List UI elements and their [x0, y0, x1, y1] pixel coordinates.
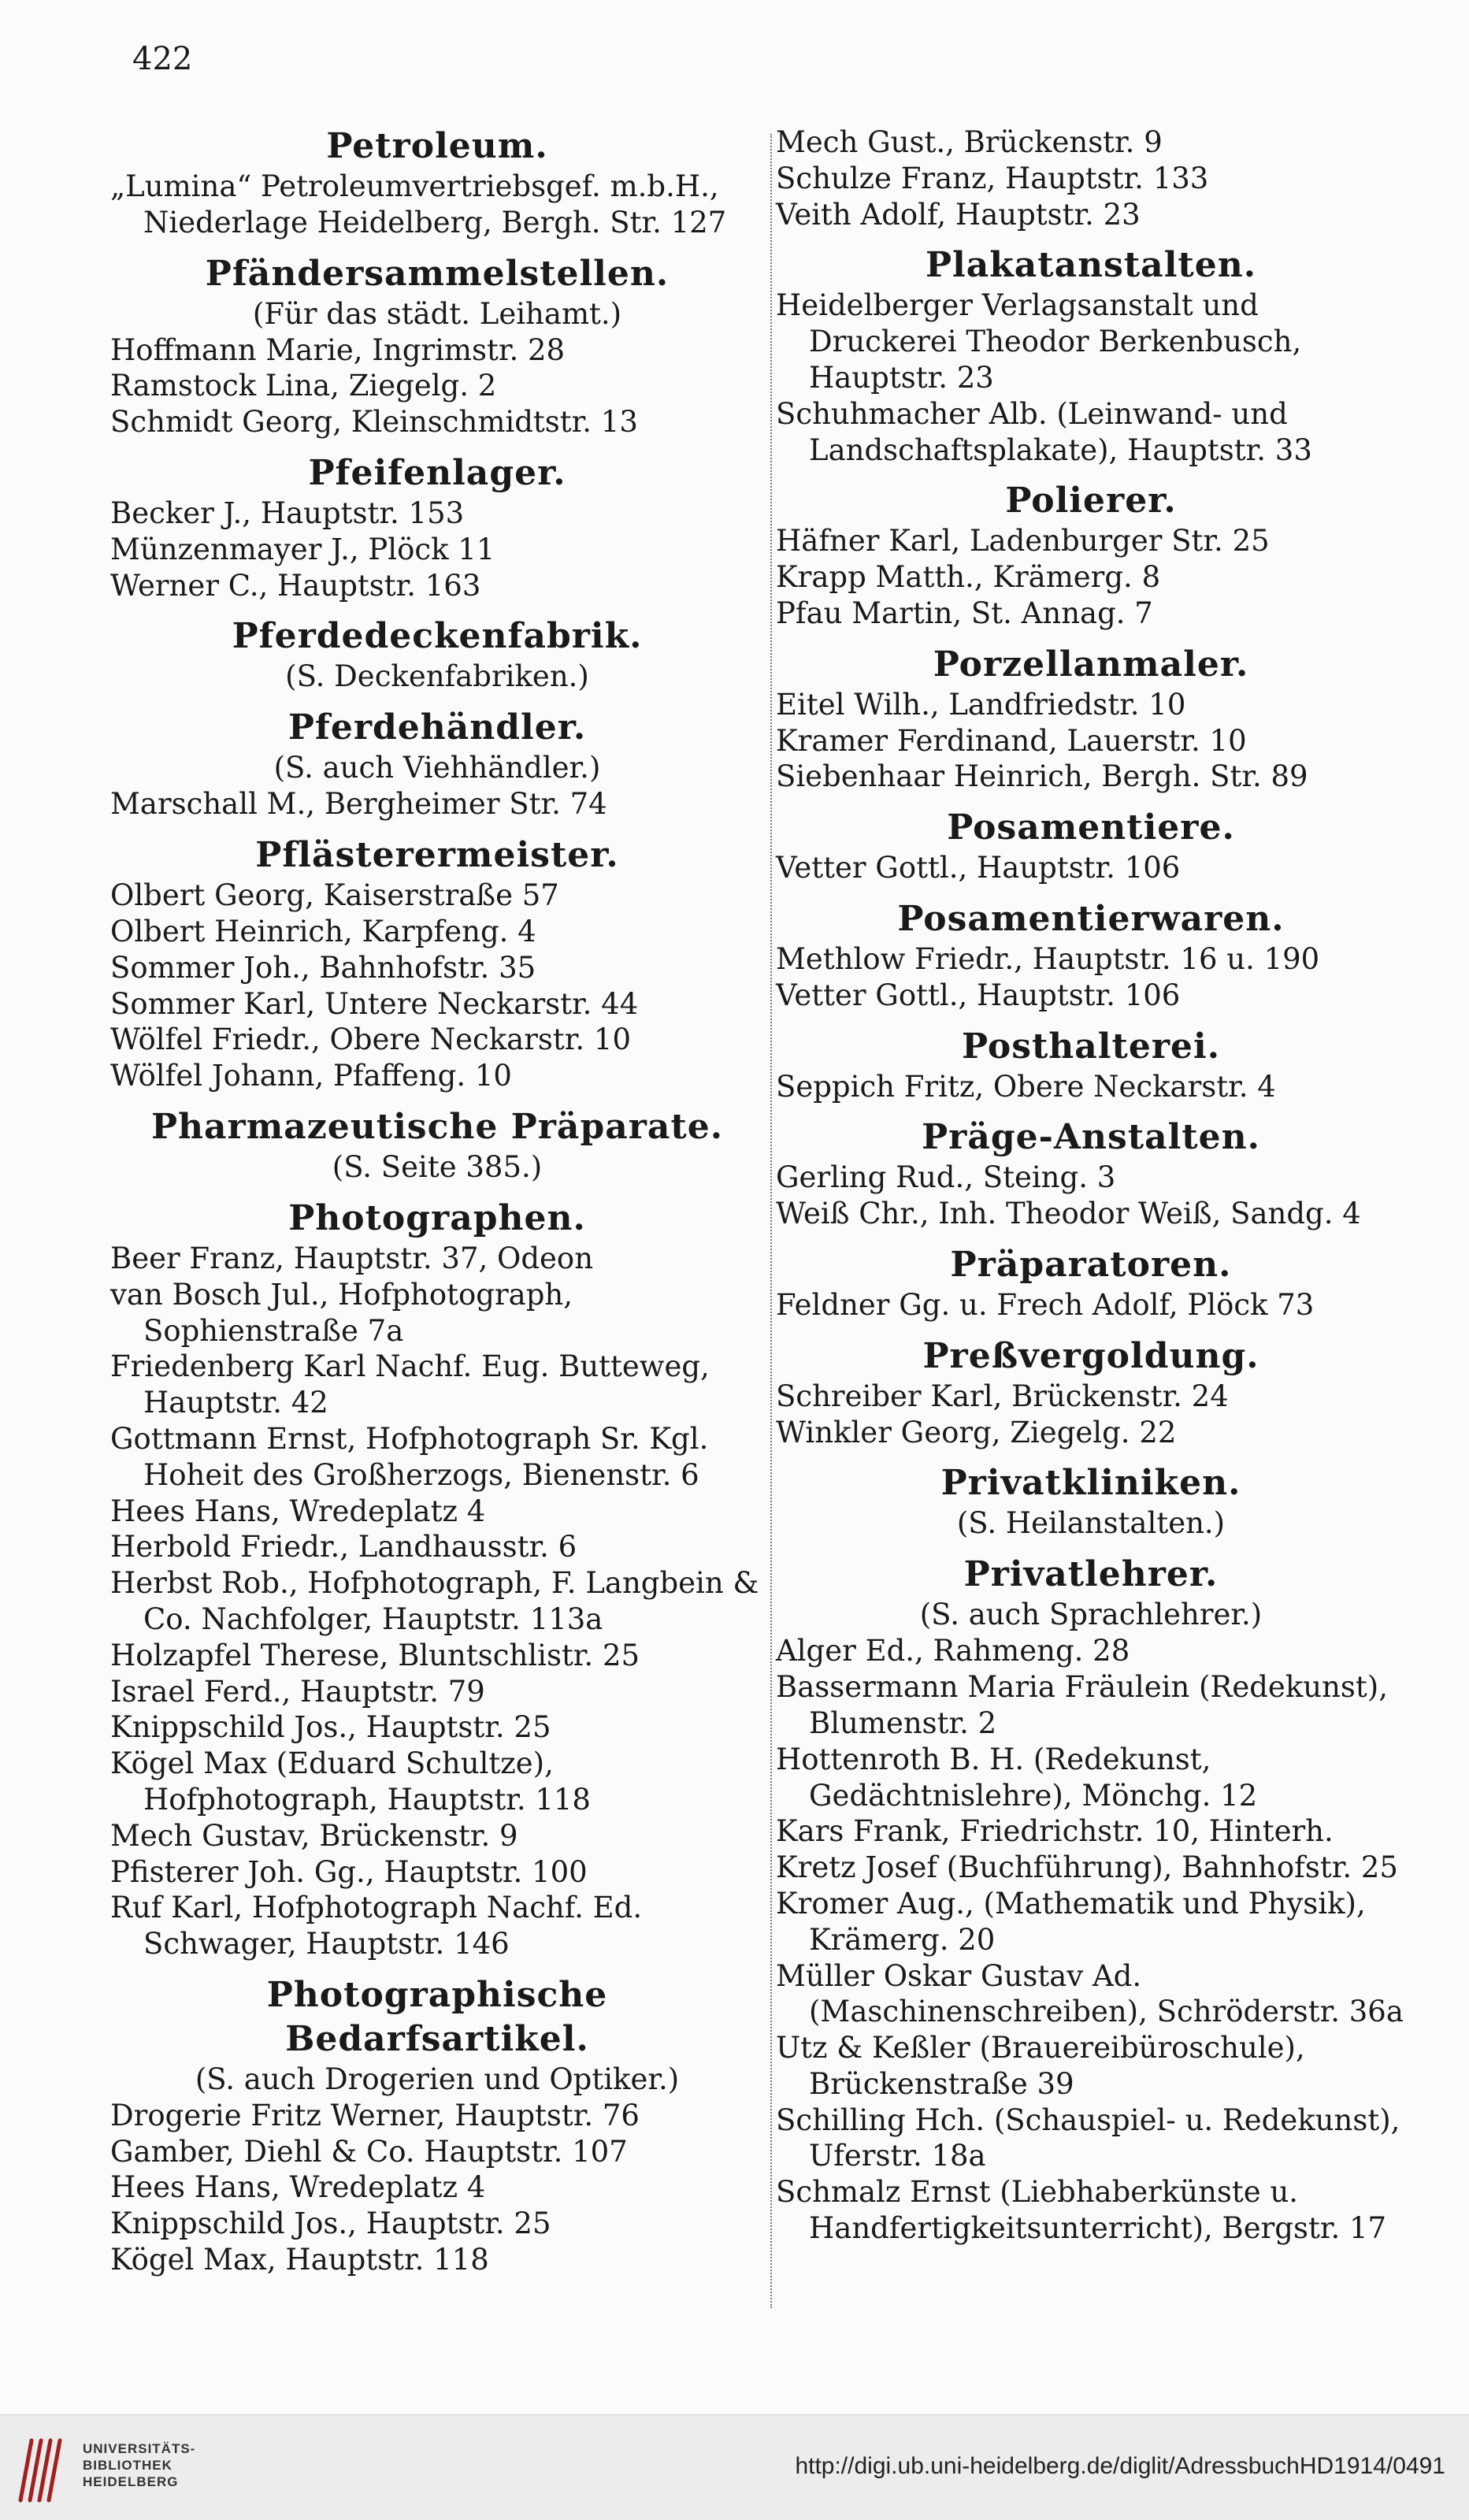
logo-line: BIBLIOTHEK — [83, 2458, 172, 2473]
section-heading: Polierer. — [1005, 481, 1177, 521]
directory-entry: Hottenroth B. H. (Redekunst, Gedächtnislehre), Mönchg. 12 — [776, 1742, 1258, 1813]
directory-entry: Israel Ferd., Hauptstr. 79 — [110, 1674, 485, 1709]
directory-entry: Schmalz Ernst (Liebhaberkünste u. Handfertigkeitsunterricht), Bergstr. 17 — [776, 2175, 1387, 2246]
directory-entry: Veith Adolf, Hauptstr. 23 — [776, 197, 1141, 232]
directory-entry: Hoffmann Marie, Ingrimstr. 28 — [110, 332, 566, 367]
directory-entry: Mech Gustav, Brückenstr. 9 — [110, 1818, 518, 1853]
directory-entry: Schilling Hch. (Schauspiel- u. Redekunst), Uferstr. 18a — [776, 2102, 1400, 2173]
cross-reference-note: (S. auch Viehhändler.) — [273, 751, 601, 785]
directory-entry: Utz & Keßler (Brauereibüroschule), Brückenstraße 39 — [776, 2031, 1305, 2101]
directory-entry: Wölfel Johann, Pfaffeng. 10 — [110, 1059, 512, 1093]
section-heading: Photographische Bedarfsartikel. — [266, 1974, 608, 2059]
directory-entry: Olbert Heinrich, Karpfeng. 4 — [110, 914, 536, 948]
cross-reference-note: (S. auch Drogerien und Optiker.) — [195, 2062, 680, 2096]
cross-reference-note: (S. Heilanstalten.) — [956, 1506, 1226, 1541]
section-heading: Pfeifenlager. — [308, 452, 566, 493]
directory-entry: Schulze Franz, Hauptstr. 133 — [776, 161, 1209, 195]
directory-entry: Winkler Georg, Ziegelg. 22 — [776, 1415, 1177, 1449]
section-heading: Pferdedeckenfabrik. — [232, 616, 643, 657]
logo-line: HEIDELBERG — [83, 2474, 179, 2489]
directory-entry: Knippschild Jos., Hauptstr. 25 — [110, 1710, 551, 1745]
directory-entry: Sommer Karl, Untere Neckarstr. 44 — [110, 986, 639, 1021]
directory-entry: Kromer Aug., (Mathematik und Physik), Krämerg. 20 — [776, 1886, 1366, 1957]
section-heading: Photographen. — [288, 1197, 586, 1238]
directory-entry: Hees Hans, Wredeplatz 4 — [110, 1494, 486, 1528]
directory-entry: Knippschild Jos., Hauptstr. 25 — [110, 2206, 551, 2241]
directory-entry: Kars Frank, Friedrichstr. 10, Hinterh. — [776, 1814, 1334, 1849]
directory-entry: Hees Hans, Wredeplatz 4 — [110, 2170, 486, 2205]
directory-entry: Gottmann Ernst, Hofphotograph Sr. Kgl. Hoheit des Großherzogs, Bienenstr. 6 — [110, 1421, 709, 1492]
section-heading: Petroleum. — [326, 126, 548, 166]
directory-entry: Beer Franz, Hauptstr. 37, Odeon — [110, 1241, 594, 1275]
section-heading: Pflästerermeister. — [255, 835, 619, 876]
right-column — [776, 124, 1406, 2247]
directory-entry: Vetter Gottl., Hauptstr. 106 — [776, 851, 1181, 885]
directory-entry: Schuhmacher Alb. (Leinwand- und Landschaftsplakate), Hauptstr. 33 — [776, 396, 1312, 467]
directory-entry: „Lumina“ Petroleumvertriebsgef. m.b.H., Niederlage Heidelberg, Bergh. Str. 127 — [110, 169, 727, 239]
directory-entry: Becker J., Hauptstr. 153 — [110, 495, 465, 530]
section-heading: Posamentierwaren. — [897, 898, 1285, 939]
directory-entry: Kögel Max, Hauptstr. 118 — [110, 2243, 489, 2277]
section-heading: Privatkliniken. — [940, 1463, 1241, 1504]
directory-entry: Vetter Gottl., Hauptstr. 106 — [776, 978, 1181, 1012]
cross-reference-note: (S. auch Sprachlehrer.) — [919, 1598, 1263, 1632]
directory-entry: Schmidt Georg, Kleinschmidtstr. 13 — [110, 405, 638, 440]
cross-reference-note: (S. Deckenfabriken.) — [285, 659, 589, 694]
directory-entry: Kretz Josef (Buchführung), Bahnhofstr. 25 — [776, 1850, 1398, 1885]
section-heading: Präge-Anstalten. — [922, 1117, 1260, 1158]
directory-entry: Drogerie Fritz Werner, Hauptstr. 76 — [110, 2098, 640, 2132]
section-heading: Plakatanstalten. — [925, 245, 1257, 286]
directory-entry: Ruf Karl, Hofphotograph Nachf. Ed. Schwager, Hauptstr. 146 — [110, 1891, 643, 1961]
directory-entry: Häfner Karl, Ladenburger Str. 25 — [776, 524, 1270, 559]
directory-entry: Siebenhaar Heinrich, Bergh. Str. 89 — [776, 759, 1308, 794]
directory-entry: Alger Ed., Rahmeng. 28 — [776, 1634, 1130, 1668]
left-column — [110, 124, 764, 2278]
section-heading: Porzellanmaler. — [933, 644, 1249, 685]
section-heading: Privatlehrer. — [963, 1554, 1219, 1595]
directory-entry: Pfisterer Joh. Gg., Hauptstr. 100 — [110, 1854, 588, 1889]
directory-entry: Feldner Gg. u. Frech Adolf, Plöck 73 — [776, 1287, 1315, 1322]
library-logo-text — [83, 2440, 195, 2490]
section-heading: Pharmazeutische Präparate. — [150, 1106, 724, 1147]
directory-entry: Münzenmayer J., Plöck 11 — [110, 532, 495, 566]
directory-entry: Seppich Fritz, Obere Neckarstr. 4 — [776, 1069, 1276, 1104]
directory-entry: Werner C., Hauptstr. 163 — [110, 568, 481, 603]
directory-entry: Eitel Wilh., Landfriedstr. 10 — [776, 687, 1186, 722]
section-heading: Präparatoren. — [950, 1244, 1232, 1285]
directory-entry: Friedenberg Karl Nachf. Eug. Butteweg, Hauptstr. 42 — [110, 1349, 710, 1420]
directory-entry: Methlow Friedr., Hauptstr. 16 u. 190 — [776, 941, 1320, 976]
directory-entry: Ramstock Lina, Ziegelg. 2 — [110, 369, 497, 403]
logo-line: UNIVERSITÄTS- — [83, 2441, 196, 2456]
section-heading: Pfändersammelstellen. — [205, 253, 670, 294]
directory-entry: Gamber, Diehl & Co. Hauptstr. 107 — [110, 2134, 628, 2169]
directory-entry: Mech Gust., Brückenstr. 9 — [776, 125, 1163, 159]
directory-entry: Müller Oskar Gustav Ad. (Maschinenschreiben), Schröderstr. 36a — [776, 1958, 1404, 2029]
directory-entry: Olbert Georg, Kaiserstraße 57 — [110, 878, 559, 913]
section-heading: Posthalterei. — [961, 1026, 1221, 1067]
directory-entry: Kramer Ferdinand, Lauerstr. 10 — [776, 723, 1247, 758]
footer-bar — [0, 2414, 1469, 2520]
directory-entry: Herbold Friedr., Landhausstr. 6 — [110, 1530, 577, 1564]
directory-entry: Kögel Max (Eduard Schultze), Hofphotograph, Hauptstr. 118 — [110, 1746, 591, 1817]
directory-entry: Holzapfel Therese, Bluntschlistr. 25 — [110, 1638, 640, 1672]
directory-entry: van Bosch Jul., Hofphotograph, Sophienstraße 7a — [110, 1277, 573, 1348]
section-heading: Preßvergoldung. — [922, 1335, 1259, 1376]
cross-reference-note: (Für das städt. Leihamt.) — [252, 296, 622, 331]
directory-entry: Herbst Rob., Hofphotograph, F. Langbein & Co. Nachfolger, Hauptstr. 113a — [110, 1566, 759, 1636]
directory-entry: Wölfel Friedr., Obere Neckarstr. 10 — [110, 1022, 631, 1057]
directory-entry: Weiß Chr., Inh. Theodor Weiß, Sandg. 4 — [776, 1197, 1361, 1231]
page-number: 422 — [132, 41, 193, 77]
directory-entry: Gerling Rud., Steing. 3 — [776, 1160, 1116, 1195]
section-heading: Posamentiere. — [947, 807, 1235, 848]
university-logo-icon — [14, 2433, 69, 2505]
directory-entry: Sommer Joh., Bahnhofstr. 35 — [110, 950, 536, 985]
directory-entry: Heidelberger Verlagsanstalt und Druckerei Theodor Berkenbusch, Hauptstr. 23 — [776, 288, 1302, 395]
cross-reference-note: (S. Seite 385.) — [332, 1149, 543, 1184]
directory-entry: Bassermann Maria Fräulein (Redekunst), Blumenstr. 2 — [776, 1670, 1388, 1740]
directory-entry: Marschall M., Bergheimer Str. 74 — [110, 787, 607, 822]
source-url-link[interactable]: http://digi.ub.uni-heidelberg.de/diglit/AdressbuchHD1914/0491 — [795, 2453, 1445, 2479]
section-heading: Pferdehändler. — [287, 707, 587, 748]
directory-entry: Schreiber Karl, Brückenstr. 24 — [776, 1379, 1229, 1413]
column-divider — [770, 134, 772, 2308]
directory-entry: Krapp Matth., Krämerg. 8 — [776, 560, 1161, 595]
directory-entry: Pfau Martin, St. Annag. 7 — [776, 596, 1153, 630]
